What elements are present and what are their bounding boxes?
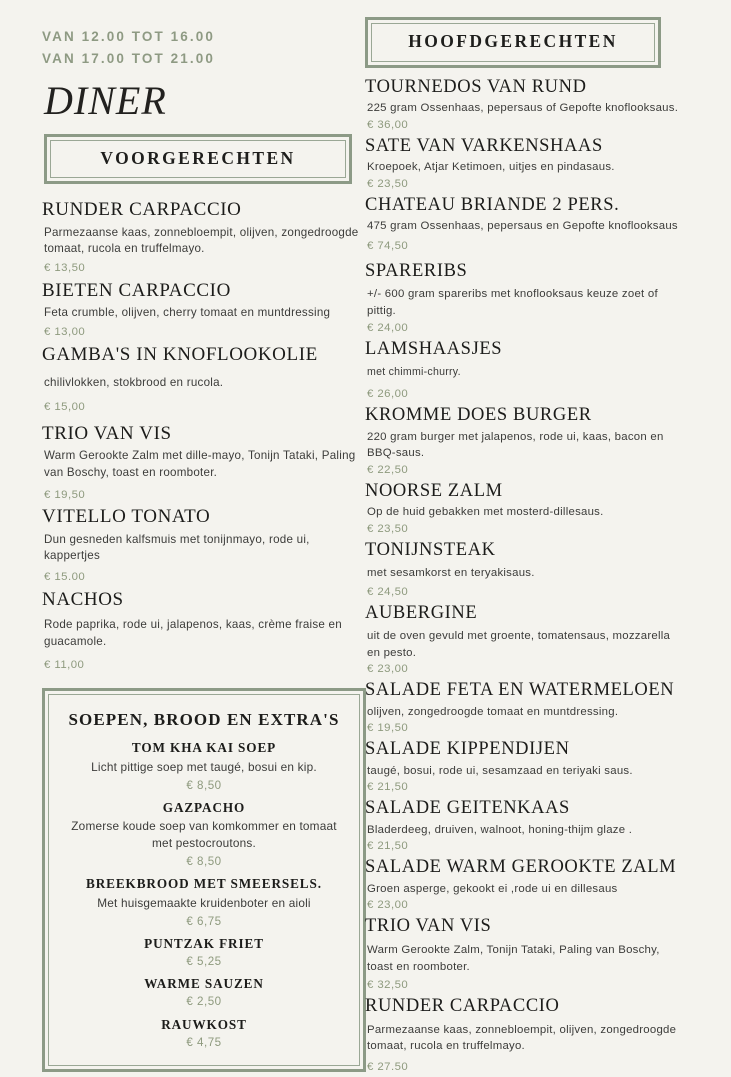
menu-item-name: TRIO VAN VIS bbox=[42, 422, 172, 444]
menu-item bbox=[42, 343, 362, 416]
soup-item-price: € 4,75 bbox=[186, 1035, 222, 1049]
menu-item bbox=[42, 198, 362, 277]
menu-item bbox=[42, 588, 362, 674]
soup-item-price: € 8,50 bbox=[186, 778, 222, 792]
opening-hours-line-1: VAN 12.00 TOT 16.00 bbox=[42, 29, 215, 44]
menu-item-price: € 13,50 bbox=[44, 261, 86, 274]
menu-item-price: € 15,00 bbox=[44, 400, 86, 413]
soup-extras-heading: SOEPEN, BROOD EN EXTRA'S bbox=[68, 709, 340, 729]
soup-item bbox=[65, 935, 343, 970]
menu-item-description: 225 gram Ossenhaas, pepersaus of Gepofte knoflooksaus. bbox=[367, 102, 679, 115]
menu-item-price: € 26,00 bbox=[367, 388, 409, 401]
soup-item-name: PUNTZAK FRIET bbox=[144, 935, 264, 951]
soup-item-description: Met huisgemaakte kruidenboter en aioli bbox=[97, 895, 311, 910]
menu-item-description: olijven, zongedroogde tomaat en muntdressing. bbox=[367, 705, 619, 718]
soup-item-name: WARME SAUZEN bbox=[144, 976, 264, 992]
menu-item-price: € 23,50 bbox=[367, 522, 409, 535]
menu-item bbox=[42, 505, 362, 586]
menu-item-name: SATE VAN VARKENSHAAS bbox=[365, 135, 603, 156]
menu-item bbox=[365, 260, 685, 337]
menu-item bbox=[365, 995, 685, 1076]
menu-item-description: uit de oven gevuld met groente, tomatensaus, mozzarella en pesto. bbox=[367, 630, 671, 659]
menu-item-description: met chimmi-churry. bbox=[367, 365, 461, 378]
menu-item-description: taugé, bosui, rode ui, sesamzaad en teriyaki saus. bbox=[367, 764, 633, 777]
right-column bbox=[362, 0, 731, 1077]
voorgerechten-list bbox=[42, 198, 362, 674]
menu-item-name: NOORSE ZALM bbox=[365, 480, 503, 501]
menu-item-price: € 32,50 bbox=[367, 978, 409, 991]
section-header-voorgerechten bbox=[44, 134, 352, 185]
menu-item-description: +/- 600 gram spareribs met knoflooksaus keuze zoet of pittig. bbox=[367, 288, 658, 317]
menu-item-price: € 74,50 bbox=[367, 239, 409, 252]
menu-item-name: LAMSHAASJES bbox=[365, 339, 503, 360]
menu-item bbox=[365, 738, 685, 796]
menu-item-price: € 27.50 bbox=[367, 1061, 409, 1074]
menu-item bbox=[365, 856, 685, 914]
menu-item-name: VITELLO TONATO bbox=[42, 506, 211, 528]
section-header-hoofdgerechten bbox=[365, 17, 661, 68]
menu-item-price: € 36,00 bbox=[367, 118, 409, 131]
menu-item bbox=[365, 602, 685, 678]
menu-item-description: Rode paprika, rode ui, jalapenos, kaas, crème fraise en guacamole. bbox=[44, 618, 342, 649]
menu-item-price: € 24,00 bbox=[367, 322, 409, 335]
section-header-label: VOORGERECHTEN bbox=[100, 147, 296, 168]
soup-item-name: TOM KHA KAI SOEP bbox=[131, 740, 277, 756]
menu-item-price: € 11,00 bbox=[44, 658, 85, 671]
soup-item bbox=[65, 975, 343, 1010]
soup-item-description: Zomerse koude soep van komkommer en tomaat met pestocroutons. bbox=[71, 819, 337, 851]
soup-item-name: GAZPACHO bbox=[162, 799, 246, 815]
menu-item-price: € 15.00 bbox=[44, 571, 86, 584]
menu-item-description: Warm Gerookte Zalm, Tonijn Tataki, Paling van Boschy, toast en roomboter. bbox=[367, 944, 660, 973]
menu-item-description: 220 gram burger met jalapenos, rode ui, kaas, bacon en BBQ-saus. bbox=[367, 430, 664, 460]
menu-item bbox=[365, 480, 685, 538]
menu-item-description: Dun gesneden kalfsmuis met tonijnmayo, rode ui, kappertjes bbox=[44, 532, 310, 563]
soup-item bbox=[65, 1016, 343, 1051]
menu-item-price: € 19,50 bbox=[44, 488, 86, 501]
opening-hours bbox=[42, 26, 362, 70]
menu-item-description: Bladerdeeg, druiven, walnoot, honing-thijm glaze . bbox=[367, 823, 633, 836]
soup-item bbox=[65, 739, 343, 793]
menu-item bbox=[365, 135, 685, 193]
soup-item-price: € 8,50 bbox=[186, 855, 222, 869]
menu-item bbox=[365, 797, 685, 855]
menu-item-name: SALADE WARM GEROOKTE ZALM bbox=[365, 857, 677, 878]
menu-item bbox=[365, 194, 685, 255]
section-header-inner-frame bbox=[50, 140, 346, 179]
section-header-label: HOOFDGERECHTEN bbox=[408, 31, 618, 51]
menu-item-description: Warm Gerookte Zalm met dille-mayo, Tonijn Tataki, Paling van Boschy, toast en roomboter. bbox=[44, 449, 356, 479]
soup-item-price: € 2,50 bbox=[186, 995, 222, 1009]
menu-item bbox=[42, 279, 362, 341]
opening-hours-line-2: VAN 17.00 TOT 21.00 bbox=[42, 50, 215, 66]
menu-item bbox=[365, 338, 685, 403]
menu-item-description: Feta crumble, olijven, cherry tomaat en muntdressing bbox=[44, 306, 331, 320]
page-title: DINER bbox=[44, 77, 167, 123]
menu-item-description: met sesamkorst en teryakisaus. bbox=[367, 567, 535, 580]
menu-item-description: Groen asperge, gekookt ei ,rode ui en dillesaus bbox=[367, 883, 618, 896]
menu-item bbox=[365, 679, 685, 737]
soup-item-name: BREEKBROOD MET SMEERSELS. bbox=[86, 876, 322, 892]
menu-item-description: Parmezaanse kaas, zonnebloempit, olijven, zongedroogde tomaat, rucola en truffelmayo. bbox=[367, 1023, 677, 1052]
menu-item-description: Kroepoek, Atjar Ketimoen, uitjes en pindasaus. bbox=[367, 161, 615, 174]
menu-item-name: BIETEN CARPACCIO bbox=[42, 279, 231, 301]
menu-item-description: Parmezaanse kaas, zonnebloempit, olijven, zongedroogde tomaat, rucola en truffelmayo. bbox=[44, 225, 359, 256]
menu-item-description: Op de huid gebakken met mosterd-dillesaus. bbox=[367, 506, 604, 519]
menu-item-price: € 22,50 bbox=[367, 463, 409, 476]
menu-item bbox=[42, 422, 362, 504]
soup-extras-box bbox=[42, 688, 366, 1072]
soup-item-price: € 6,75 bbox=[186, 914, 222, 928]
menu-item-name: SALADE FETA EN WATERMELOEN bbox=[365, 680, 675, 701]
menu-item-price: € 21,50 bbox=[367, 840, 409, 853]
soup-item bbox=[65, 799, 343, 871]
menu-item bbox=[365, 915, 685, 993]
menu-item-name: KROMME DOES BURGER bbox=[365, 405, 592, 426]
menu-item-name: SALADE GEITENKAAS bbox=[365, 798, 570, 819]
menu-item-price: € 23,50 bbox=[367, 177, 409, 190]
soup-extras-inner-frame bbox=[48, 694, 360, 1066]
menu-item-price: € 23,00 bbox=[367, 663, 409, 676]
soup-item-price: € 5,25 bbox=[186, 955, 222, 969]
menu-item bbox=[365, 76, 685, 134]
menu-item-name: SALADE KIPPENDIJEN bbox=[365, 739, 570, 760]
menu-item-price: € 23,00 bbox=[367, 899, 409, 912]
soup-item bbox=[65, 875, 343, 929]
section-header-inner-frame bbox=[371, 23, 655, 62]
menu-item-name: NACHOS bbox=[42, 589, 124, 611]
menu-item bbox=[365, 404, 685, 478]
menu-item-name: TOURNEDOS VAN RUND bbox=[365, 76, 587, 97]
menu-item-name: TONIJNSTEAK bbox=[365, 539, 496, 560]
menu-item-name: RUNDER CARPACCIO bbox=[42, 199, 242, 221]
soup-item-name: RAUWKOST bbox=[161, 1016, 247, 1032]
menu-item-name: GAMBA'S IN KNOFLOOKOLIE bbox=[42, 343, 318, 365]
menu-item-description: 475 gram Ossenhaas, pepersaus en Gepofte knoflooksaus bbox=[367, 220, 678, 233]
menu-item-name: CHATEAU BRIANDE 2 PERS. bbox=[365, 194, 620, 215]
menu-item bbox=[365, 539, 685, 601]
menu-item-name: SPARERIBS bbox=[365, 260, 468, 281]
menu-item-name: AUBERGINE bbox=[365, 602, 478, 623]
menu-item-price: € 13,00 bbox=[44, 325, 86, 338]
soup-item-description: Licht pittige soep met taugé, bosui en kip. bbox=[91, 759, 317, 774]
hoofdgerechten-list bbox=[365, 76, 685, 1077]
menu-item-price: € 19,50 bbox=[367, 722, 409, 735]
menu-item-description: chilivlokken, stokbrood en rucola. bbox=[44, 376, 224, 390]
menu-item-price: € 21,50 bbox=[367, 781, 409, 794]
menu-item-name: TRIO VAN VIS bbox=[365, 916, 492, 937]
menu-item-price: € 24,50 bbox=[367, 585, 409, 598]
left-column bbox=[0, 0, 362, 1072]
menu-item-name: RUNDER CARPACCIO bbox=[365, 995, 560, 1016]
